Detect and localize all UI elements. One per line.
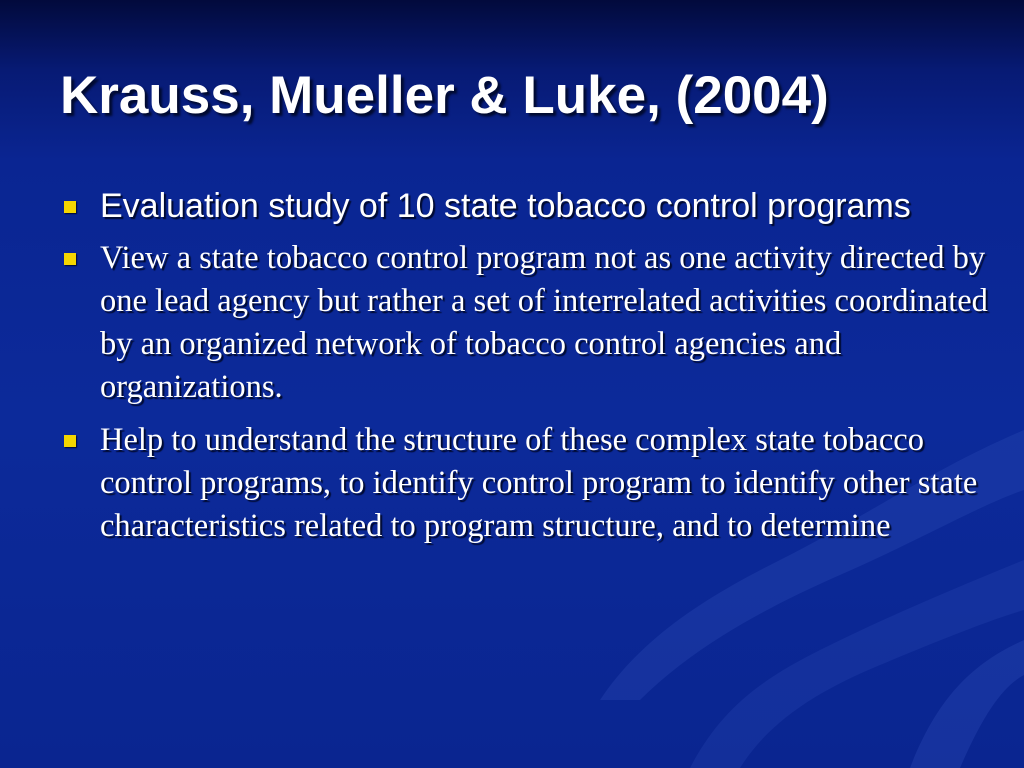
- bullet-item: [62, 419, 992, 548]
- bullet-item: [62, 185, 992, 227]
- bullet-list: [62, 185, 992, 548]
- bullet-text: Help to understand the structure of these complex state tobacco control programs, to identify control program to identify other state characteristics related to program structure, and to determine: [100, 422, 978, 544]
- square-bullet-icon: [64, 201, 76, 213]
- slide-title: Krauss, Mueller & Luke, (2004): [60, 66, 829, 125]
- square-bullet-icon: [64, 435, 76, 447]
- bullet-text: View a state tobacco control program not as one activity directed by one lead agency but rather a set of interrelated activities coordinated by an organized network of tobacco control agencies and organizations.: [100, 240, 988, 405]
- square-bullet-icon: [64, 253, 76, 265]
- bullet-text: Evaluation study of 10 state tobacco control programs: [100, 187, 911, 225]
- bullet-item: [62, 237, 992, 409]
